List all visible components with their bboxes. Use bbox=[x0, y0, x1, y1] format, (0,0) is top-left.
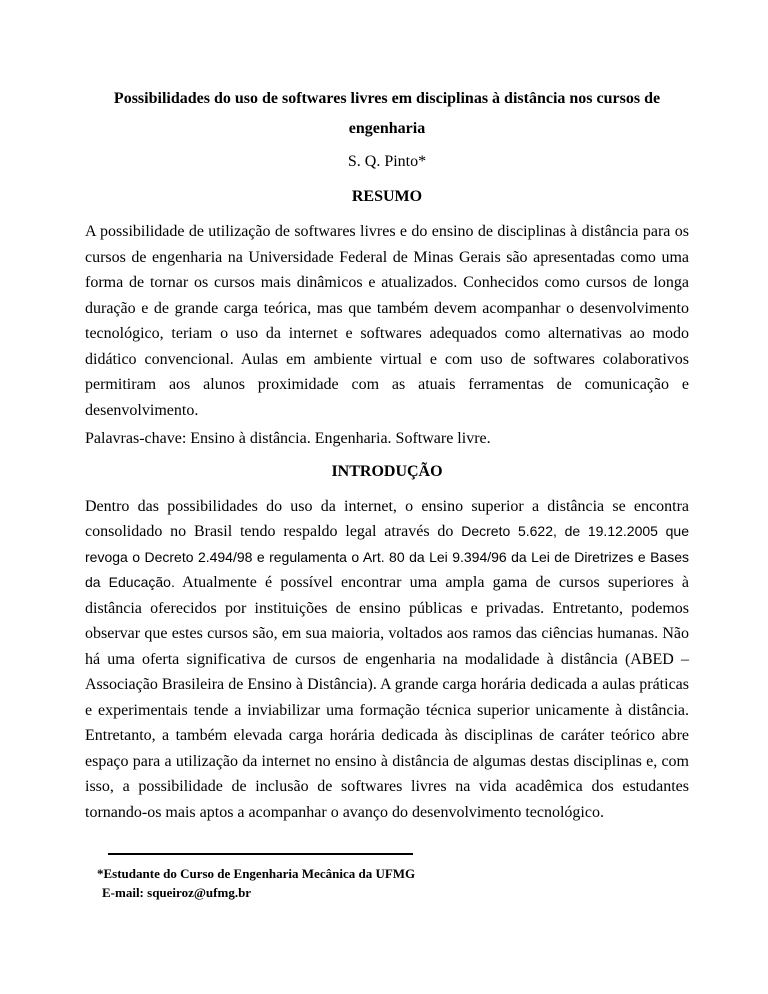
intro-paragraph bbox=[85, 494, 689, 826]
intro-text-segment-serif: Atualmente é possível encontrar uma ampla gama de cursos superiores à distância oferecidos por instituições de ensino públicas e privadas. Entretanto, podemos observar que estes cursos são, em sua maioria, voltados aos ramos das ciências humanas. Não há uma oferta significativa de cursos de engenharia na modalidade à distância (ABED – Associação Brasileira de Ensino à Distância). A grande carga horária dedicada a aulas práticas e experimentais tende a inviabilizar uma formação técnica superior unicamente à distância. Entretanto, a também elevada carga horária dedicada às disciplinas de caráter teórico abre espaço para a utilização da internet no ensino à distância de algumas destas disciplinas e, com isso, a possibilidade de inclusão de softwares livres na vida acadêmica dos estudantes tornando-os mais aptos a acompanhar o avanço do desenvolvimento tecnológico. bbox=[85, 574, 690, 821]
page-title: Possibilidades do uso de softwares livres em disciplinas à distância nos cursos de engenharia bbox=[113, 90, 661, 137]
section-heading-resumo: RESUMO bbox=[351, 188, 423, 205]
author-line: S. Q. Pinto* bbox=[347, 153, 427, 170]
abstract-paragraph: A possibilidade de utilização de softwares livres e do ensino de disciplinas à distância para os cursos de engenharia na Universidade Federal de Minas Gerais são apresentadas como uma forma de tornar os cursos mais dinâmicos e atualizados. Conhecidos como cursos de longa duração e de grande carga teórica, mas que também devem acompanhar o desenvolvimento tecnológico, teriam o uso da internet e softwares adequados como alternativas ao modo didático convencional. Aulas em ambiente virtual e com uso de softwares colaborativos permitiram aos alunos proximidade com as atuais ferramentas de comunicação e desenvolvimento. bbox=[85, 223, 689, 419]
page-content bbox=[85, 84, 689, 825]
keywords-line: Palavras-chave: Ensino à distância. Engenharia. Software livre. bbox=[85, 430, 491, 447]
section-heading-introducao: INTRODUÇÃO bbox=[331, 462, 443, 480]
footnote-separator-rule bbox=[108, 853, 413, 855]
intro-text-segment-serif: Dentro das possibilidades do uso da internet, o ensino superior a distância se encontra consolidado no Brasil tendo respaldo legal através do bbox=[85, 497, 689, 540]
footnote-block bbox=[85, 853, 515, 902]
footnote-affiliation: *Estudante do Curso de Engenharia Mecânica da UFMG bbox=[97, 866, 416, 881]
footnote-email: E-mail: squeiroz@ufmg.br bbox=[102, 885, 252, 900]
intro-text-segment-sans: Decreto 5.622, de 19.12.2005 que revoga o Decreto 2.494/98 e regulamenta o Art. 80 da Lei 9.394/96 da Lei de Diretrizes e Bases da Educação. bbox=[85, 523, 689, 590]
